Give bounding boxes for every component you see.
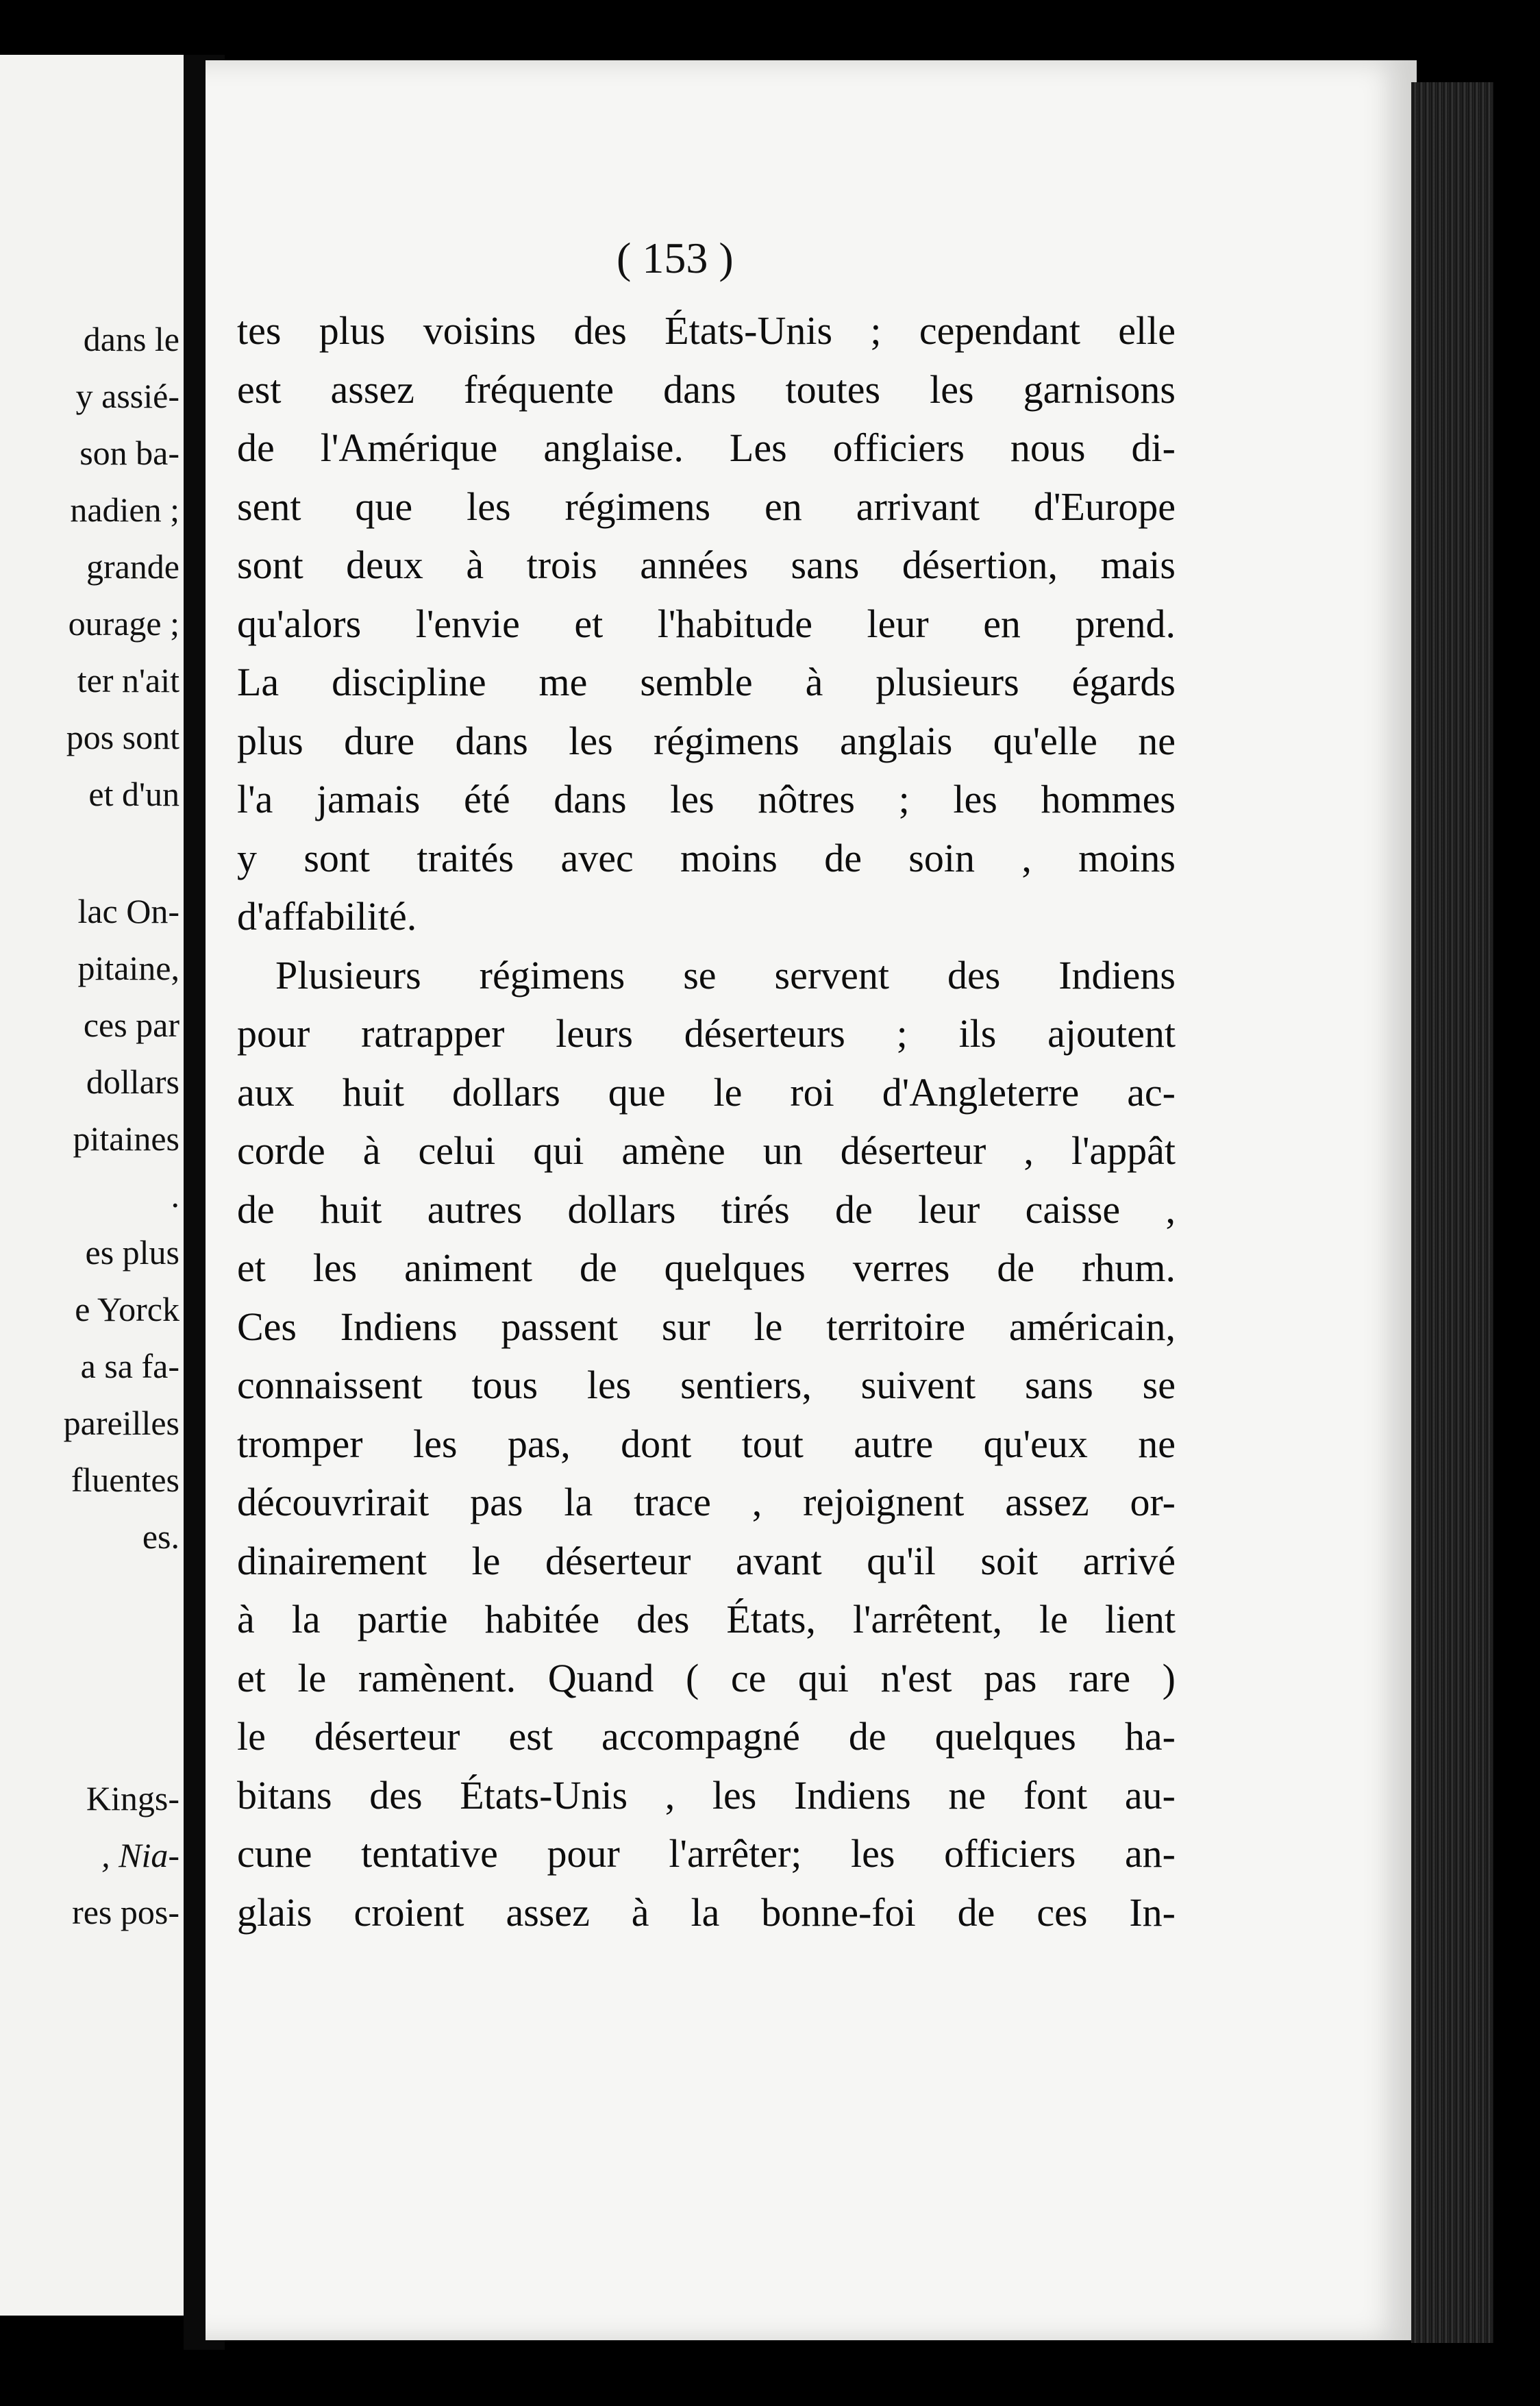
text-line: Plusieurs régimens se servent des Indiens	[275, 952, 1176, 997]
text-line: Ces Indiens passent sur le territoire américain,	[237, 1304, 1176, 1349]
left-page-line: lac On-	[77, 892, 179, 930]
text-line: est assez fréquente dans toutes les garnisons	[237, 367, 1176, 412]
left-page-line: pitaine,	[77, 949, 179, 987]
text-line: de l'Amérique anglaise. Les officiers nous di-	[237, 425, 1176, 470]
left-page-line: nadien ;	[70, 491, 179, 529]
left-page-line: e Yorck	[75, 1290, 179, 1328]
text-line: glais croient assez à la bonne-foi de ces In-	[237, 1889, 1176, 1935]
left-page-line: et d'un	[88, 775, 179, 813]
text-line: tes plus voisins des États-Unis ; cependant elle	[237, 308, 1176, 353]
left-page-line: es plus	[85, 1233, 179, 1272]
left-page-line: ter n'ait	[77, 661, 179, 699]
left-page-line: dans le	[83, 320, 179, 358]
text-line: à la partie habitée des États, l'arrêtent, le lient	[237, 1597, 1176, 1641]
text-line: et les animent de quelques verres de rhum.	[237, 1245, 1176, 1290]
page-edge	[1411, 82, 1493, 2343]
text-line: d'affabilité.	[237, 894, 417, 939]
text-line: de huit autres dollars tirés de leur caisse ,	[237, 1187, 1176, 1232]
text-line: bitans des États-Unis , les Indiens ne font au-	[237, 1772, 1176, 1818]
left-page-line: pitaines	[73, 1119, 179, 1158]
text-line: l'a jamais été dans les nôtres ; les hommes	[237, 777, 1176, 821]
text-line: corde à celui qui amène un déserteur , l'appât	[237, 1128, 1176, 1173]
left-page-line: son ba-	[79, 434, 179, 472]
page-number: ( 153 )	[617, 234, 734, 282]
text-line: aux huit dollars que le roi d'Angleterre ac-	[237, 1069, 1176, 1115]
text-line: La discipline me semble à plusieurs égards	[237, 660, 1176, 704]
left-page-line: fluentes	[71, 1461, 179, 1499]
left-page	[0, 55, 184, 2316]
left-page-line: ourage ;	[68, 604, 179, 643]
text-line: tromper les pas, dont tout autre qu'eux ne	[237, 1421, 1176, 1466]
text-line: cune tentative pour l'arrêter; les officiers an-	[237, 1831, 1176, 1876]
text-line: et le ramènent. Quand ( ce qui n'est pas rare )	[237, 1655, 1176, 1700]
text-line: y sont traités avec moins de soin , moins	[237, 835, 1176, 880]
left-page-line: Kings-	[86, 1779, 179, 1818]
left-page-line: pareilles	[63, 1404, 179, 1442]
left-page-line: ces par	[83, 1006, 179, 1044]
text-line: sent que les régimens en arrivant d'Europe	[237, 484, 1176, 529]
text-line: le déserteur est accompagné de quelques ha-	[237, 1714, 1176, 1759]
left-page-line: y assié-	[75, 377, 179, 415]
text-line: pour ratrapper leurs déserteurs ; ils ajoutent	[237, 1011, 1176, 1056]
left-page-line: , Nia-	[101, 1836, 179, 1874]
left-page-line: pos sont	[66, 718, 179, 756]
text-line: dinairement le déserteur avant qu'il soit arrivé	[237, 1538, 1176, 1583]
left-page-line: .	[171, 1176, 179, 1215]
text-line: plus dure dans les régimens anglais qu'elle ne	[237, 718, 1176, 763]
left-page-line: dollars	[86, 1063, 179, 1101]
text-line: sont deux à trois années sans désertion, mais	[237, 543, 1176, 587]
left-page-line: res pos-	[72, 1893, 179, 1931]
body-text	[237, 301, 1176, 1942]
left-page-line: grande	[86, 547, 179, 586]
left-page-line: a sa fa-	[80, 1347, 179, 1385]
text-line: connaissent tous les sentiers, suivent sans se	[237, 1363, 1176, 1407]
text-line: qu'alors l'envie et l'habitude leur en prend.	[237, 601, 1176, 646]
text-line: découvrirait pas la trace , rejoignent assez or-	[237, 1480, 1176, 1524]
left-page-line: es.	[142, 1517, 179, 1556]
